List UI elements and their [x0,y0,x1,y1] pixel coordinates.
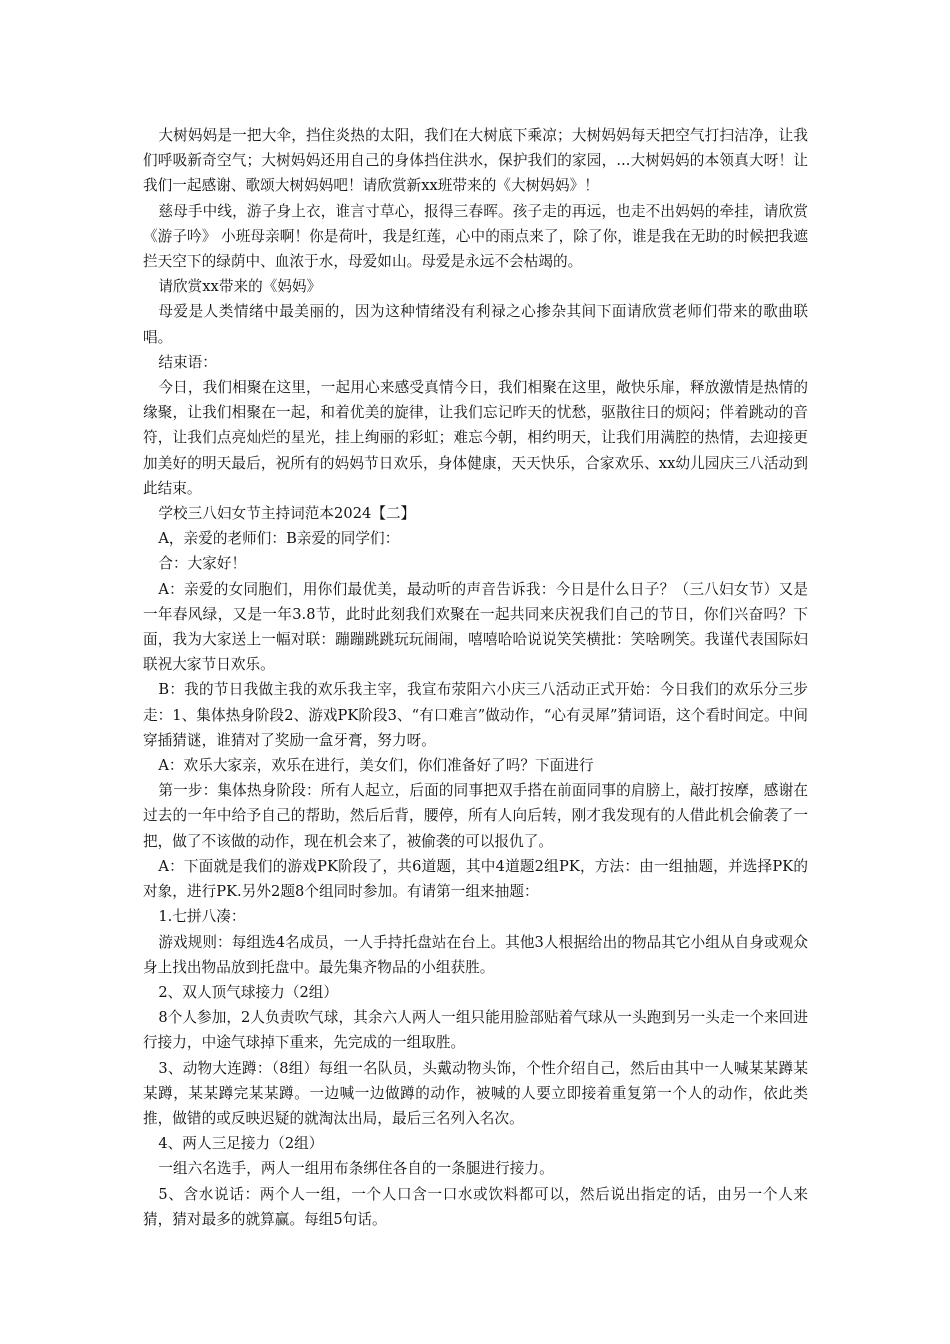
paragraph: 5、含水说话：两个人一组，一个人口含一口水或饮料都可以，然后说出指定的话，由另一个人来猜，猜对最多的就算赢。每组5句话。 [143,1185,808,1228]
paragraph: 合：大家好！ [158,555,247,573]
paragraph: 一组六名选手，两人一组用布条绑住各自的一条腿进行接力。 [158,1160,554,1178]
paragraph: 8个人参加，2人负责吹气球，其余六人两人一组只能用脸部贴着气球从一头跑到另一头走一个来回进行接力，中途气球掉下重来，先完成的一组取胜。 [143,1009,808,1052]
list-item-heading: 2、双人顶气球接力（2组） [158,983,339,1001]
section-title: 学校三八妇女节主持词范本2024【二】 [158,505,416,523]
paragraph: A，亲爱的老师们：B亲爱的同学们： [158,530,400,548]
paragraph: 请欣赏xx带来的《妈妈》 [158,278,322,296]
document-body [143,123,808,1232]
paragraph: 母爱是人类情绪中最美丽的，因为这种情绪没有利禄之心掺杂其间下面请欣赏老师们带来的歌曲联唱。 [143,303,808,346]
paragraph: A：下面就是我们的游戏PK阶段了，共6道题，其中4道题2组PK，方法：由一组抽题，并选择PK的对象，进行PK.另外2题8个组同时参加。有请第一组来抽题： [143,857,808,901]
list-item-heading: 1.七拼八凑： [158,908,246,926]
paragraph: A：亲爱的女同胞们，用你们最优美，最动听的声音告诉我：今日是什么日子？（三八妇女节）又是一年春风绿，又是一年3.8节，此时此刻我们欢聚在一起共同来庆祝我们自己的节日，你们兴奋吗？下面，我为大家送上一幅对联：蹦蹦跳跳玩玩闹闹，嘻嘻哈哈说说笑笑横批：笑啥咧笑。我谨代表国际妇联祝大家节日欢乐。 [143,580,808,674]
paragraph: 今日，我们相聚在这里，一起用心来感受真情今日，我们相聚在这里，敞快乐扉，释放激情是热情的缘聚，让我们相聚在一起，和着优美的旋律，让我们忘记昨天的忧愁，驱散往日的烦闷；伴着跳动的音符，让我们点亮灿烂的星光，挂上绚丽的彩虹；难忘今朝，相约明天，让我们用满腔的热情，去迎接更加美好的明天最后，祝所有的妈妈节日欢乐，身体健康，天天快乐，合家欢乐、xx幼儿园庆三八活动到此结束。 [143,379,808,497]
paragraph: A：欢乐大家亲，欢乐在进行，美女们，你们准备好了吗？下面进行 [158,757,594,775]
section-heading: 结束语： [158,353,217,371]
paragraph: 游戏规则：每组选4名成员，一人手持托盘站在台上。其他3人根据给出的物品其它小组从自身或观众身上找出物品放到托盘中。最先集齐物品的小组获胜。 [143,933,808,976]
list-item-heading: 4、两人三足接力（2组） [158,1135,324,1153]
paragraph: 大树妈妈是一把大伞，挡住炎热的太阳，我们在大树底下乘凉；大树妈妈每天把空气打扫洁净，让我们呼吸新奇空气；大树妈妈还用自己的身体挡住洪水，保护我们的家园，...大树妈妈的本领真大呀！让我们一起感谢、歌颂大树妈妈吧！请欣赏新xx班带来的《大树妈妈》！ [143,127,808,195]
paragraph: 3、动物大连蹲：（8组）每组一名队员，头戴动物头饰，个性介绍自己，然后由其中一人喊某某蹲某某蹲，某某蹲完某某蹲。一边喊一边做蹲的动作，被喊的人要立即接着重复第一个人的动作，依此类推，做错的或反映迟疑的就淘汰出局，最后三名列入名次。 [143,1059,808,1127]
paragraph: 慈母手中线，游子身上衣，谁言寸草心，报得三春晖。孩子走的再远，也走不出妈妈的牵挂，请欣赏《游子吟》 小班母亲啊！你是荷叶，我是红莲，心中的雨点来了，除了你，谁是我在无助的时候把我遮拦天空下的绿荫中、血浓于水，母爱如山。母爱是永远不会枯竭的。 [143,202,808,271]
paragraph: B：我的节日我做主我的欢乐我主宰，我宣布荥阳六小庆三八活动正式开始：今日我们的欢乐分三步走：1、集体热身阶段2、游戏PK阶段3、“有口难言”做动作，“心有灵犀”猜词语，这个看时间定。中间穿插猜谜，谁猜对了奖励一盒牙膏，努力呀。 [143,681,808,749]
paragraph: 第一步：集体热身阶段：所有人起立，后面的同事把双手搭在前面同事的肩膀上，敲打按摩，感谢在过去的一年中给予自己的帮助，然后后背，腰停，所有人向后转，刚才我发现有的人借此机会偷袭了一把，做了不该做的动作，现在机会来了，被偷袭的可以报仇了。 [143,782,808,850]
